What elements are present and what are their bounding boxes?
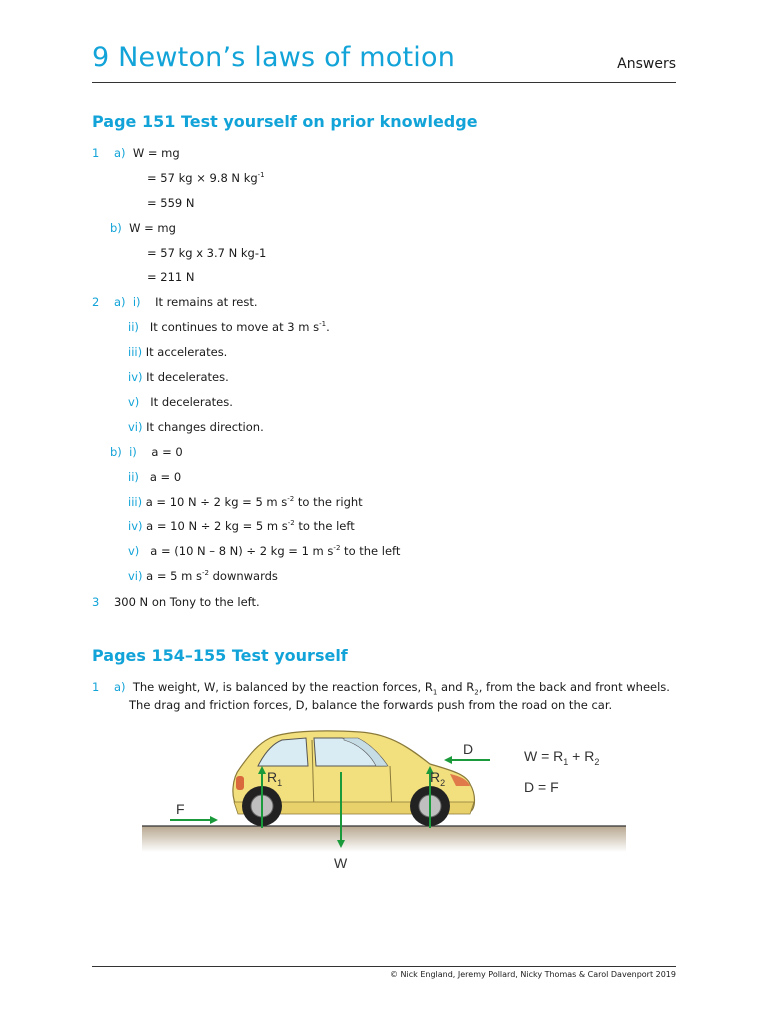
section-title-pages-154-155: Pages 154–155 Test yourself bbox=[92, 646, 348, 665]
label-f: F bbox=[176, 801, 185, 817]
label-r1: $R_1$ bbox=[267, 769, 283, 788]
part-label: a) bbox=[113, 146, 126, 160]
answer-1b-line-2: = 57 kg x 3.7 N kg-1 bbox=[147, 246, 267, 260]
footer-divider bbox=[92, 966, 676, 967]
answer-2b-i: b) i) a = 0 bbox=[110, 445, 183, 459]
answer-1b-line-3: = 211 N bbox=[147, 270, 195, 284]
chapter-title: 9 Newton’s laws of motion bbox=[92, 42, 456, 73]
answer-2b-iii: iii) a = 10 N ÷ 2 kg = 5 m $s^{-2}$ to the right bbox=[128, 495, 363, 509]
answer-2a-ii: ii) It continues to move at 3 m $s^{-1}$. bbox=[128, 320, 330, 334]
ground-shadow bbox=[142, 826, 626, 852]
section-title-page-151: Page 151 Test yourself on prior knowledge bbox=[92, 112, 478, 131]
answer-3: 3 300 N on Tony to the left. bbox=[92, 595, 260, 609]
label-w: W bbox=[334, 855, 348, 871]
answer-2a-i: 2 a) i) It remains at rest. bbox=[92, 295, 258, 309]
answers-tag: Answers bbox=[617, 56, 676, 72]
car-force-diagram bbox=[130, 720, 630, 880]
question-number: 1 bbox=[92, 146, 100, 160]
label-r2: $R_2$ bbox=[430, 769, 446, 788]
answer-2a-v: v) It decelerates. bbox=[128, 395, 233, 409]
answer-2b-vi: vi) a = 5 m $s^{-2}$ downwards bbox=[128, 569, 278, 583]
header-divider bbox=[92, 82, 676, 83]
answer-s2-1a-line-2: The drag and friction forces, D, balance the forwards push from the road on the car. bbox=[129, 698, 613, 712]
answer-s2-1a-line-1: 1 a) The weight, W, is balanced by the reaction forces, $R_1$ and $R_2$, from the back and front wheels. bbox=[92, 680, 670, 697]
answer-1b-line-1: b) W = mg bbox=[110, 221, 176, 235]
answer-text: W = mg bbox=[132, 146, 180, 160]
answer-2a-vi: vi) It changes direction. bbox=[128, 420, 264, 434]
answer-1a-line-1 bbox=[92, 146, 180, 160]
answer-2b-ii: ii) a = 0 bbox=[128, 470, 182, 484]
answer-2b-v: v) a = (10 N – 8 N) ÷ 2 kg = 1 m $s^{-2}$ to the left bbox=[128, 544, 401, 558]
answer-1a-line-3: = 559 N bbox=[147, 196, 195, 210]
equation-drag: D = F bbox=[524, 779, 559, 795]
answer-1a-line-2: = 57 kg × 9.8 N $kg^{-1}$ bbox=[147, 171, 265, 185]
answer-2b-iv: iv) a = 10 N ÷ 2 kg = 5 m $s^{-2}$ to the left bbox=[128, 519, 355, 533]
answer-2a-iii: iii) It accelerates. bbox=[128, 345, 228, 359]
copyright-footer: © Nick England, Jeremy Pollard, Nicky Thomas & Carol Davenport 2019 bbox=[390, 970, 676, 979]
answer-2a-iv: iv) It decelerates. bbox=[128, 370, 229, 384]
label-d: D bbox=[463, 741, 474, 757]
equation-weight: $W = R_1 + R_2$ bbox=[524, 748, 600, 767]
